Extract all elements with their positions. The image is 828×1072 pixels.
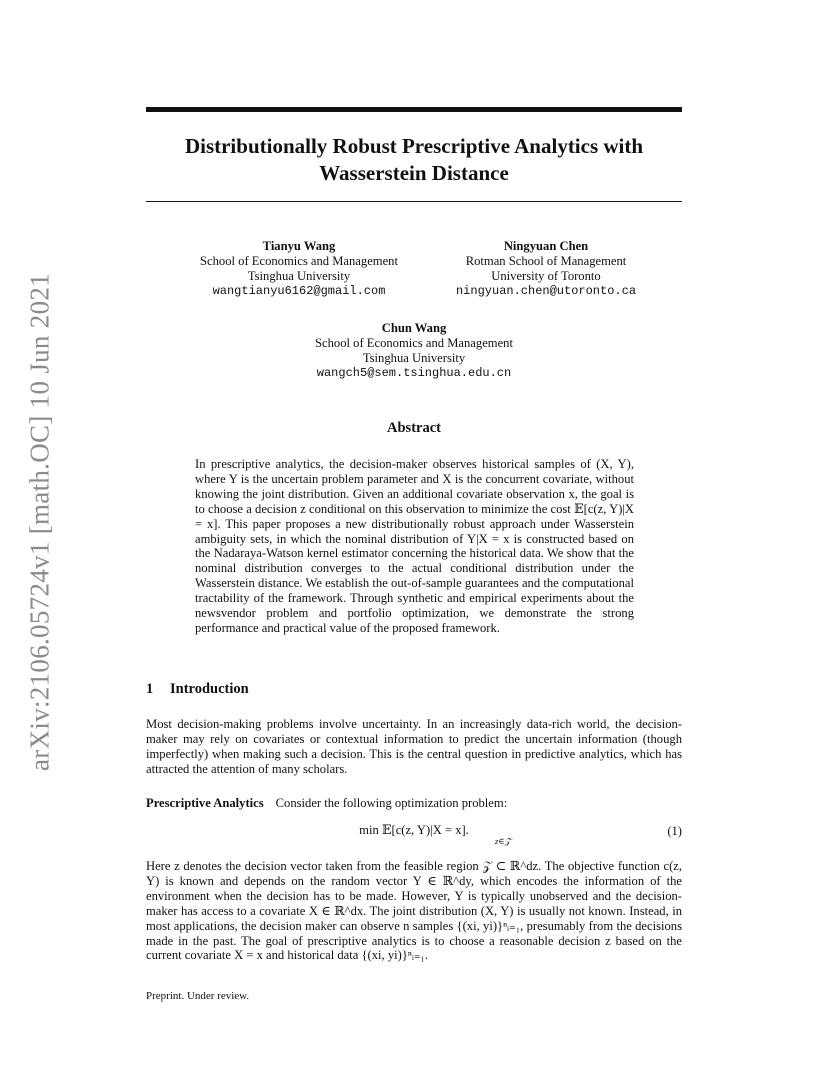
equation-subscript: z∈𝒵 <box>495 836 512 846</box>
title-line-2: Wasserstein Distance <box>319 161 509 185</box>
author-institution: University of Toronto <box>491 269 601 283</box>
author-name: Ningyuan Chen <box>503 239 589 253</box>
abstract-text: In prescriptive analytics, the decision-maker observes historical samples of (X, Y), where Y is the uncertain problem parameter and X is the concurrent covariate, without knowing the joint distribution. Given an additional covariate observation x, the goal is to choose a decision z conditional on this observation to minimize the cost 𝔼[c(z, Y)|X = x]. This paper proposes a new distributionally robust approach under Wasserstein ambiguity sets, in which the nominal distribution of Y|X = x is constructed based on the Nadaraya-Watson kernel estimator concerning the historical data. We show that the nominal distribution converges to the actual conditional distribution under the Wasserstein distance. We establish the out-of-sample guarantees and the computational tractability of the framework. Through synthetic and empirical experiments about the newsvendor problem and portfolio optimization, we demonstrate the strong performance and practical value of the proposed framework. <box>195 457 634 635</box>
title-bottom-rule <box>146 201 682 202</box>
author-name: Chun Wang <box>381 321 447 335</box>
author-email: wangtianyu6162@gmail.com <box>212 284 386 298</box>
paragraph-text: Consider the following optimization problem: <box>275 796 508 810</box>
author-affiliation: Rotman School of Management <box>465 254 627 268</box>
author-institution: Tsinghua University <box>247 269 351 283</box>
equation-number: (1) <box>667 824 682 838</box>
author-email: wangch5@sem.tsinghua.edu.cn <box>316 366 512 380</box>
title-line-1: Distributionally Robust Prescriptive Analytics with <box>184 134 644 158</box>
author-block-1 <box>180 239 418 299</box>
section-number: 1 <box>146 681 154 697</box>
equation-body: min 𝔼[c(z, Y)|X = x]. <box>359 823 469 837</box>
equation-1 <box>146 822 682 852</box>
author-affiliation: School of Economics and Management <box>200 254 398 268</box>
prescriptive-analytics-paragraph <box>146 796 682 811</box>
title-top-rule <box>146 107 682 112</box>
author-block-3 <box>290 321 538 381</box>
author-name: Tianyu Wang <box>262 239 336 253</box>
author-institution: Tsinghua University <box>362 351 466 365</box>
preprint-footer: Preprint. Under review. <box>146 990 250 1002</box>
author-email: ningyuan.chen@utoronto.ca <box>455 284 637 298</box>
author-block-2 <box>440 239 652 299</box>
paper-title <box>146 133 682 187</box>
section-title: Introduction <box>170 681 249 697</box>
intro-paragraph-3: Here z denotes the decision vector taken from the feasible region 𝒵 ⊂ ℝ^dz. The objective function c(z, Y) is known and depends on the random vector Y ∈ ℝ^dy, which encodes the information of the environment when the decision has to be made. However, Y is typically unobserved and the decision-maker has access to a covariate X ∈ ℝ^dx. The joint distribution (X, Y) is usually not known. Instead, in most applications, the decision maker can observe n samples {(xi, yi)}ⁿᵢ₌₁, presumably from the decisions made in the past. The goal of prescriptive analytics is to choose a reasonable decision z based on the current covariate X = x and historical data {(xi, yi)}ⁿᵢ₌₁. <box>146 859 682 963</box>
arxiv-sidebar-stamp <box>22 262 58 782</box>
arxiv-identifier: arXiv:2106.05724v1 [math.OC] 10 Jun 2021 <box>24 273 55 771</box>
author-affiliation: School of Economics and Management <box>315 336 513 350</box>
abstract-heading: Abstract <box>387 420 441 436</box>
intro-paragraph-1: Most decision-making problems involve uncertainty. In an increasingly data-rich world, the decision-maker may rely on covariates or contextual information to predict the uncertain information (though imperfectly) when making such a decision. This is the central question in predictive analytics, which has attracted the attention of many scholars. <box>146 717 682 776</box>
section-heading-introduction <box>146 681 249 698</box>
paragraph-run-in-heading: Prescriptive Analytics <box>146 796 264 810</box>
